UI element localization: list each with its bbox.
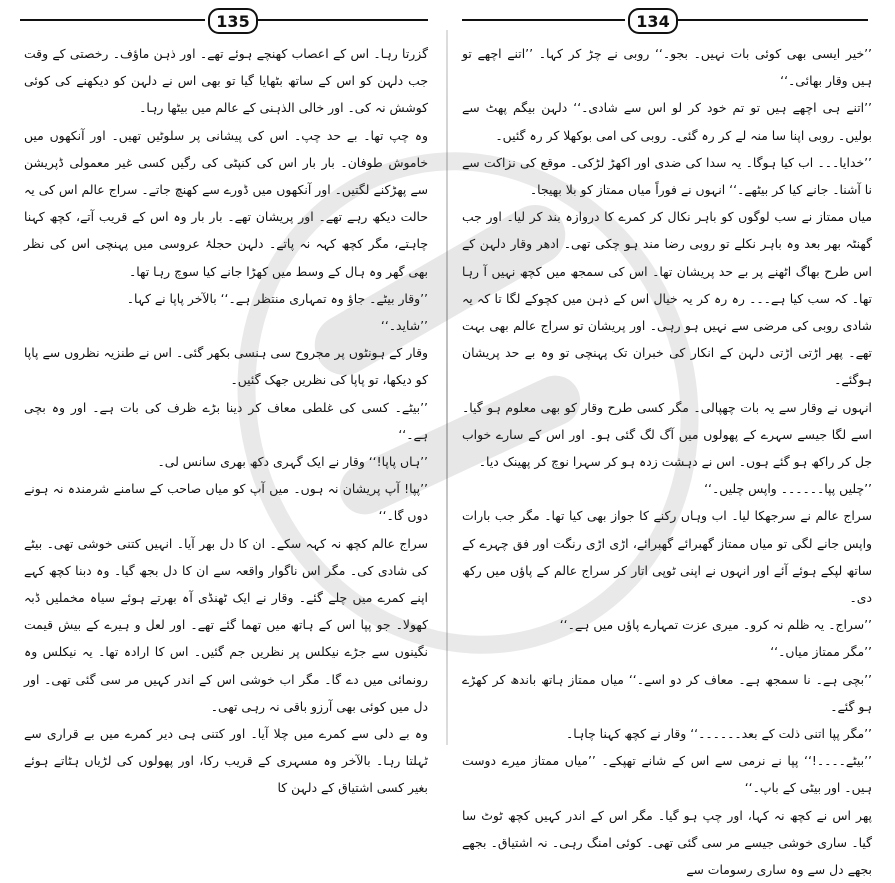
paragraph: ’’شاید۔‘‘ [380,318,428,334]
paragraph: ’’مگر ممتاز میاں۔‘‘ [770,644,872,660]
paragraph: وقار کے ہونٹوں پر مجروح سی ہنسی بکھر گئی۔ اس نے طنزیہ نظروں سے پاپا کو دیکھا، تو پاپا کی نظریں جھک گئیں۔ [24,345,428,388]
paragraph: ’’خیر ایسی بھی کوئی بات نہیں۔ بجو۔‘‘ روبی نے چڑ کر کہا۔ ’’اتنے اچھے تو ہیں وقار بھائی۔‘‘ [462,46,872,89]
paragraph: ’’بچی ہے۔ نا سمجھ ہے۔ معاف کر دو اسے۔‘‘ میاں ممتاز ہاتھ باندھ کر کھڑے ہو گئے۔ [462,671,872,714]
left-page [0,0,447,796]
header-rule [462,19,625,21]
paragraph: وہ چپ تھا۔ بے حد چپ۔ اس کی پیشانی پر سلوٹیں تھیں۔ اور آنکھوں میں خاموش طوفان۔ بار بار اس کی کنپٹی کی رگیں کسی غیر معمولی ڈپریشن سے پھڑکنے لگتیں۔ اور آنکھوں میں ڈورے سے کھنچ جاتے۔ سراج عالم اس کی یہ حالت دیکھ رہے تھے۔ اور پریشان تھے۔ بار بار وہ اس کے قریب آتے، کچھ کہنا چاہتے، مگر کچھ کہہ نہ پاتے۔ دلہن حجلۂ عروسی میں پہنچی اس کی نظر بھی گھر وہ ہال کے وسط میں کھڑا جانے کیا سوچ رہا تھا۔ [24,127,428,279]
paragraph: انہوں نے وقار سے یہ بات چھپالی۔ مگر کسی طرح وقار کو بھی معلوم ہو گیا۔ اسے لگا جیسے سہرے کے پھولوں میں آگ لگ گئی ہو۔ اور اس کے سارے خواب جل کر راکھ ہو گئے ہوں۔ اس نے دہشت زدہ ہو کر سہرا نوچ کر پھینک دیا۔ [462,399,872,470]
paragraph: ’’مگر پپا اتنی ذلت کے بعد۔۔۔۔۔۔‘‘ وقار نے کچھ کہنا چاہا۔ [566,726,872,742]
paragraph: ’’سراج۔ یہ ظلم نہ کرو۔ میری عزت تمہارے پاؤں میں ہے۔‘‘ [559,617,872,633]
page-number: 134 [628,8,678,34]
paragraph: گزرتا رہا۔ اس کے اعصاب کھنچے ہوئے تھے۔ اور ذہن ماؤف۔ رخصتی کے وقت جب دلہن کو اس کے ساتھ بٹھایا گیا تو بھی اس نے دلہن کو دیکھنے کی کوئی کوشش نہ کی۔ اور خالی الذہنی کے عالم میں بیٹھا رہا۔ [24,46,428,116]
paragraph: ’’بیٹے۔ کسی کی غلطی معاف کر دینا بڑے ظرف کی بات ہے۔ اور وہ بچی ہے۔‘‘ [24,399,428,442]
paragraph: ’’وقار بیٹے۔ جاؤ وہ تمہاری منتظر ہے۔‘‘ بالآخر پاپا نے کہا۔ [126,290,428,306]
page-body [24,40,428,802]
header-rule [20,19,205,21]
paragraph: ’’بیٹے۔۔۔۔!‘‘ پپا نے نرمی سے اس کے شانے تھپکے۔ ’’میاں ممتاز میرے دوست ہیں۔ اور بیٹی کے باپ۔‘‘ [462,753,872,796]
paragraph: سراج عالم نے سرجھکا لیا۔ اب وہاں رکنے کا جواز بھی کیا تھا۔ مگر جب بارات واپس جانے لگی تو میاں ممتاز گھبرائے گھبرائے، اڑی اڑی رنگت اور فق چہرے کے ساتھ لپکے ہوئے آئے اور انہوں نے اپنی ٹوپی اتار کر سراج عالم کے پاؤں میں رکھ دی۔ [462,508,872,606]
paragraph: ’’اتنے ہی اچھے ہیں تو تم خود کر لو اس سے شادی۔‘‘ دلہن بیگم پھٹ سے بولیں۔ روبی اپنا سا منہ لے کر رہ گئی۔ روبی کی امی بوکھلا کر رہ گئیں۔ [462,100,872,143]
paragraph: ’’چلیں پپا۔۔۔۔۔۔ واپس چلیں۔‘‘ [704,481,872,497]
page-body [462,40,872,883]
paragraph: ’’خدایا۔۔۔ اب کیا ہوگا۔ یہ سدا کی ضدی اور اکھڑ لڑکی۔ موقع کی نزاکت سے نا آشنا۔ جانے کیا کر بیٹھے۔‘‘ انہوں نے فوراً میاں ممتاز کو بلا بھیجا۔ [462,154,872,198]
page-number: 135 [208,8,258,34]
header-rule [678,19,868,21]
right-page [448,0,895,878]
paragraph: سراج عالم کچھ نہ کہہ سکے۔ ان کا دل بھر آیا۔ انہیں کتنی خوشی تھی۔ بیٹے کی شادی کی۔ مگر اس ناگوار واقعہ سے ان کا دل بجھ گیا۔ وہ دبنا کچھ کہے اپنے کمرے میں چلے گئے۔ وقار نے ایک ٹھنڈی آہ بھرتے ہوئے سیاہ مخملیں ڈبہ کھولا۔ جو پپا اس کے ہاتھ میں تھما گئے تھے۔ اور لعل و ہیرے کے بیش قیمت نگینوں سے جڑے نیکلس پر نظریں جم گئیں۔ اس کا ارادہ تھا۔ یہ نیکلس وہ رونمائی میں دے گا۔ مگر اب خوشی اس کے اندر کہیں مر سی گئی تھی۔ اور دل میں کوئی بھی آرزو باقی نہ رہی تھی۔ [24,535,428,714]
paragraph: وہ بے دلی سے کمرے میں چلا آیا۔ اور کتنی ہی دیر کمرے میں بے قراری سے ٹہلتا رہا۔ بالآخر وہ مسہری کے قریب رکا، اور پھولوں کی لڑیاں ہٹاتے ہوئے بغیر کسی اشتیاق کے دلہن کا [24,726,428,796]
paragraph: میاں ممتاز نے سب لوگوں کو باہر نکال کر کمرے کا دروازہ بند کر لیا۔ اور جب گھنٹہ بھر بعد وہ باہر نکلے تو روبی رضا مند ہو چکی تھی۔ ادھر وقار دلہن کے اس طرح بھاگ اٹھنے پر بے حد پریشان تھا۔ اس کی سمجھ میں کچھ نہیں آ رہا تھا۔ کہ سب کیا ہے۔۔۔ رہ رہ کر یہ خیال اس کے ذہن میں کچوکے لگا تا کہ یہ شادی روبی کی مرضی سے نہیں ہو رہی۔ اور پریشان تو سراج عالم بھی بہت تھے۔ پھر اڑتی اڑتی دلہن کے انکار کی خبران تک پہنچی تو وہ بے حد پریشان ہوگئے۔ [462,209,872,388]
paragraph: ’’ہاں پاپا!‘‘ وقار نے ایک گہری دکھ بھری سانس لی۔ [157,454,428,470]
paragraph: پھر اس نے کچھ نہ کہا، اور چپ ہو گیا۔ مگر اس کے اندر کہیں کچھ ٹوٹ سا گیا۔ ساری خوشی جیسے مر سی گئی تھی۔ کوئی امنگ رہی۔ نہ اشتیاق۔ بجھے بجھے دل سے وہ ساری رسومات سے [462,807,872,878]
paragraph: ’’پپا! آپ پریشان نہ ہوں۔ میں آپ کو میاں صاحب کے سامنے شرمندہ نہ ہونے دوں گا۔‘‘ [24,481,428,524]
header-rule [258,19,428,21]
